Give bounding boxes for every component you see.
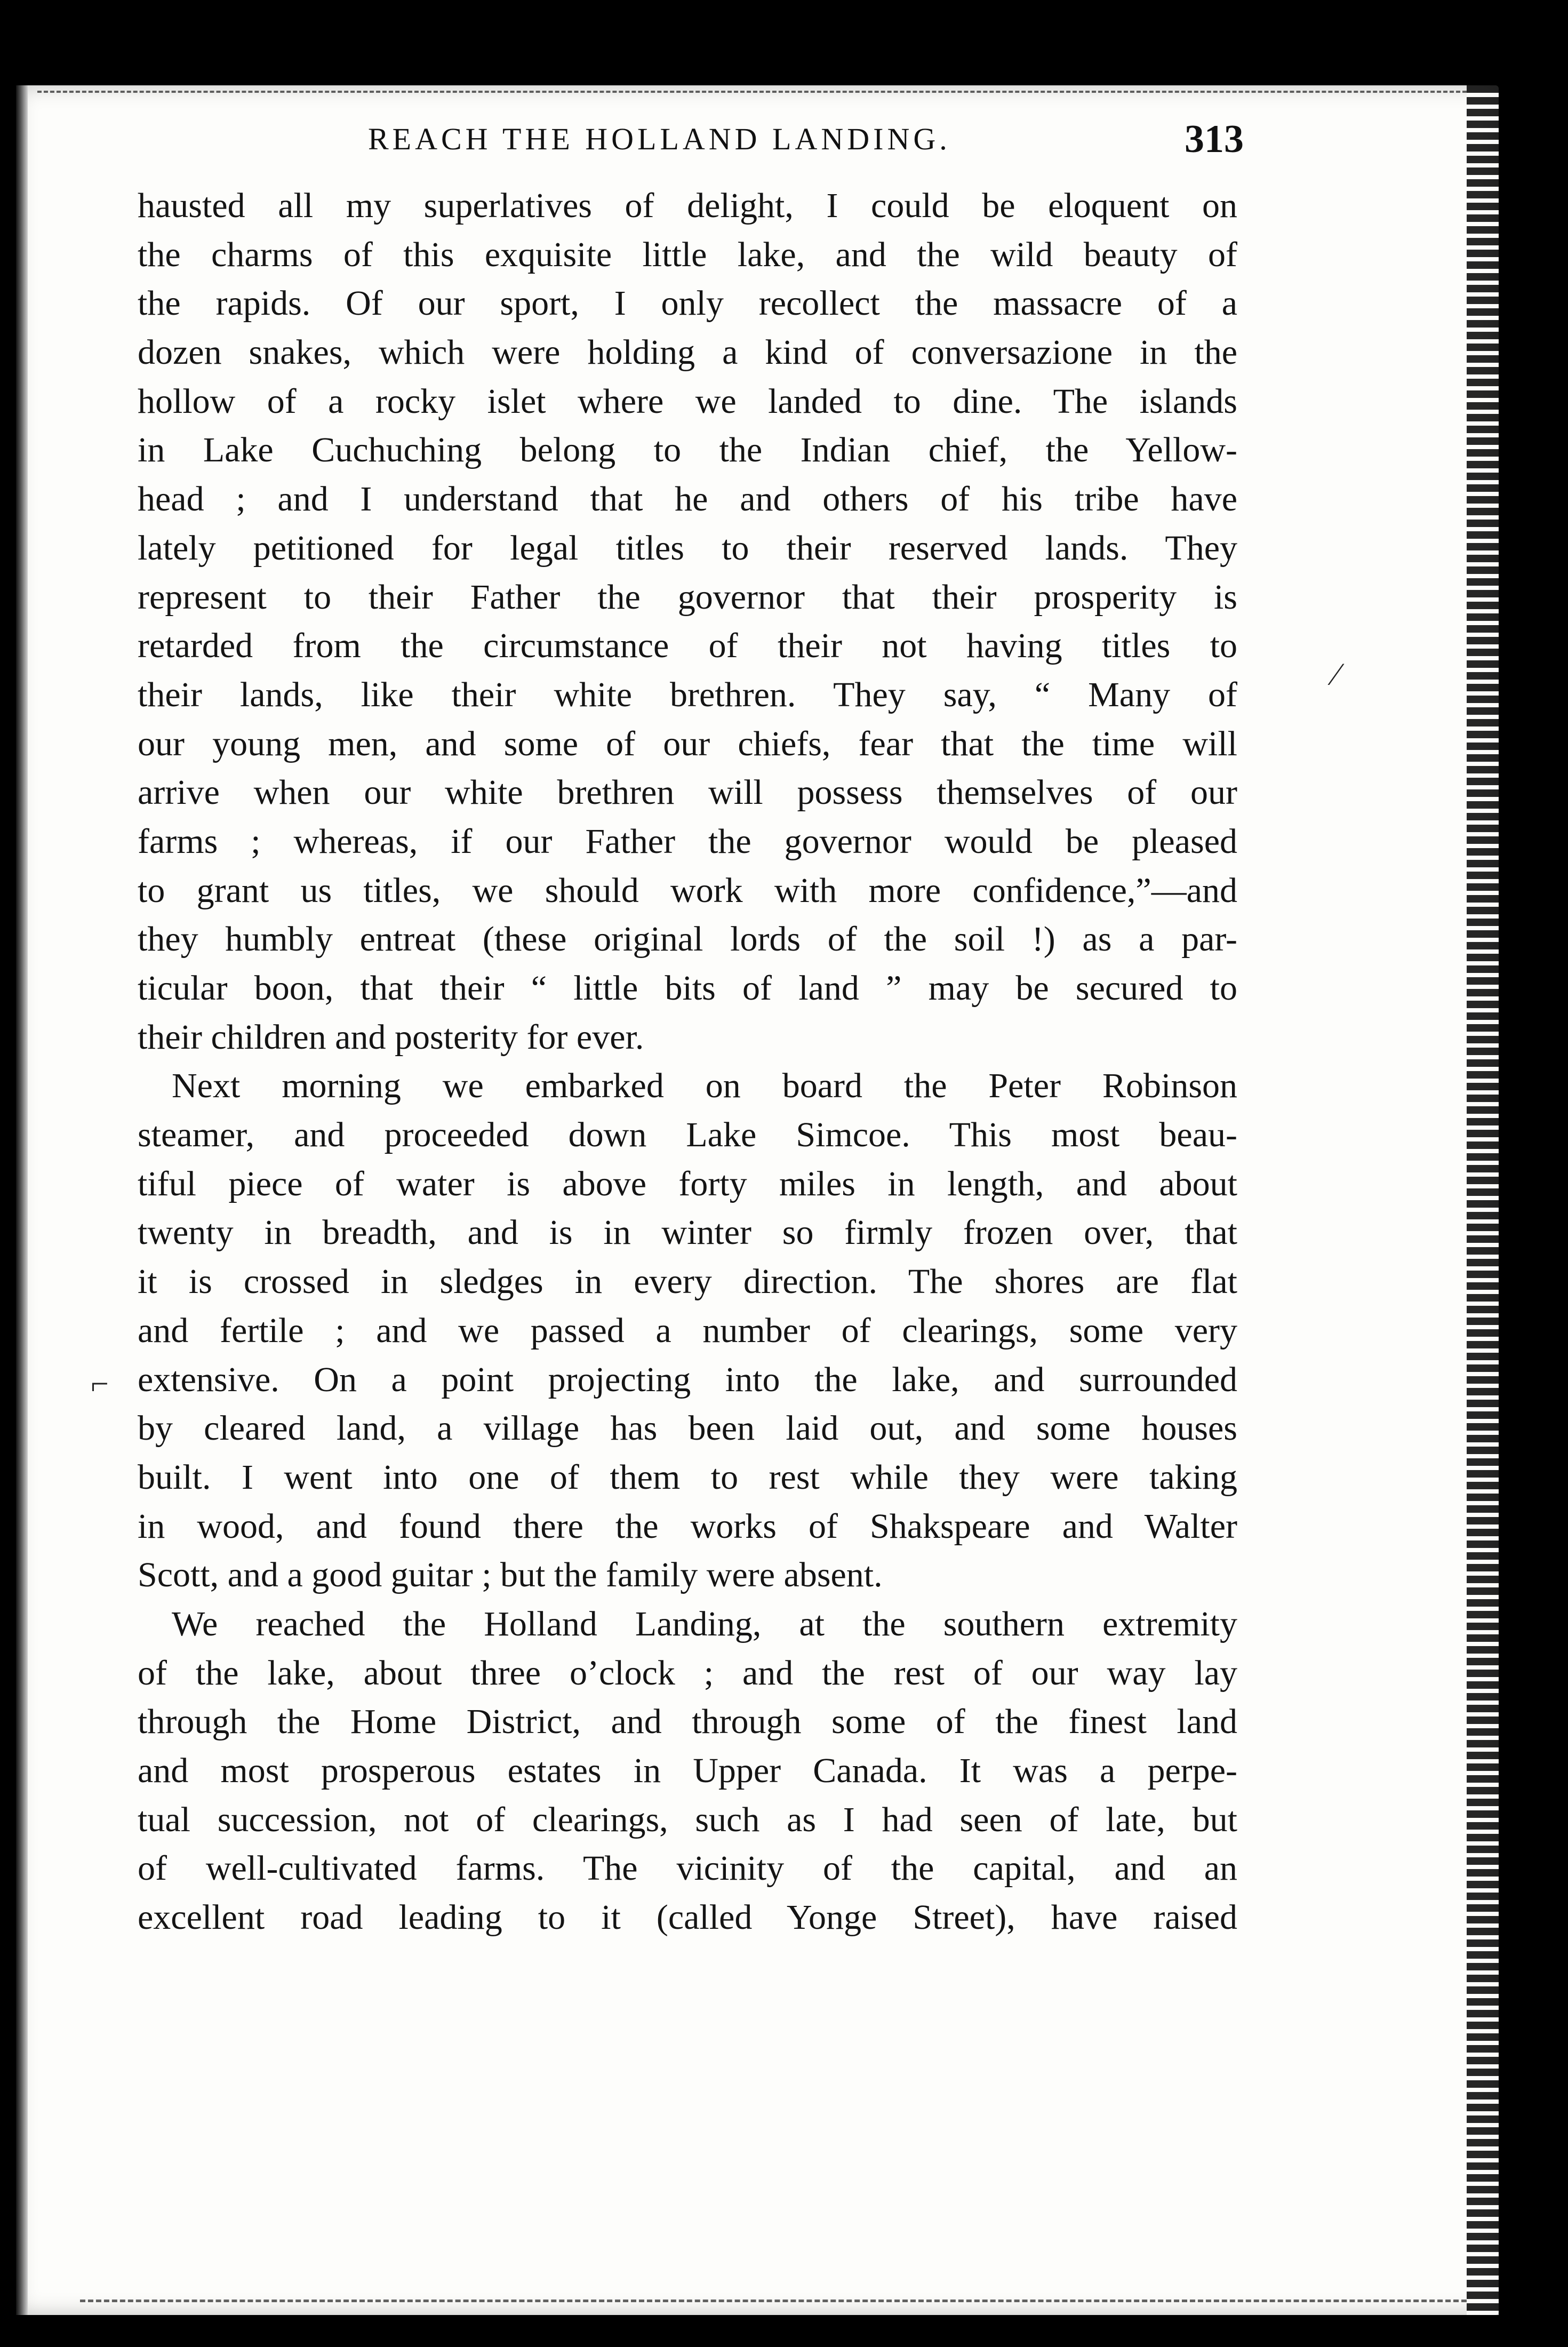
text-line: head ; and I understand that he and others of his tribe have [138, 480, 1237, 519]
page-right-edge [1467, 85, 1499, 2315]
page-left-edge [16, 85, 28, 2315]
text-line: built. I went into one of them to rest while they were taking [138, 1457, 1237, 1497]
text-line: tiful piece of water is above forty miles in length, and about [138, 1164, 1237, 1203]
text-line: it is crossed in sledges in every direction. The shores are flat [138, 1262, 1237, 1302]
text-line: tual succession, not of clearings, such as I had seen of late, but [138, 1800, 1237, 1839]
text-line: dozen snakes, which were holding a kind of conversazione in the [138, 333, 1237, 372]
text-line: represent to their Father the governor that their prosperity is [138, 577, 1237, 617]
text-line: through the Home District, and through some of the finest land [138, 1702, 1237, 1742]
text-line: hollow of a rocky islet where we landed to dine. The islands [138, 381, 1237, 421]
text-line: they humbly entreat (these original lords of the soil !) as a par- [138, 920, 1237, 959]
text-line: our young men, and some of our chiefs, fear that the time will [138, 724, 1237, 763]
text-line: to grant us titles, we should work with more confidence,”—and [138, 871, 1237, 910]
page-top-edge [37, 91, 1467, 97]
text-line: by cleared land, a village has been laid out, and some houses [138, 1409, 1237, 1448]
text-line: We reached the Holland Landing, at the southern extremity [172, 1604, 1237, 1643]
page-bottom-edge [80, 2295, 1467, 2302]
text-line: their children and posterity for ever. [138, 1017, 644, 1057]
text-line: the rapids. Of our sport, I only recollect the massacre of a [138, 284, 1237, 323]
text-line: the charms of this exquisite little lake, and the wild beauty of [138, 235, 1237, 274]
running-head [128, 110, 1244, 169]
text-line: hausted all my superlatives of delight, I could be eloquent on [138, 186, 1237, 225]
text-line: twenty in breadth, and is in winter so firmly frozen over, that [138, 1213, 1237, 1252]
text-line: and most prosperous estates in Upper Canada. It was a perpe- [138, 1751, 1237, 1790]
text-line: steamer, and proceeded down Lake Simcoe. This most beau- [138, 1115, 1237, 1155]
text-line: lately petitioned for legal titles to their reserved lands. They [138, 528, 1237, 568]
text-line: of well-cultivated farms. The vicinity of the capital, and an [138, 1849, 1237, 1888]
running-title: REACH THE HOLLAND LANDING. [368, 122, 951, 156]
text-line: in wood, and found there the works of Shakspeare and Walter [138, 1506, 1237, 1546]
body-text [138, 181, 1237, 1942]
text-line: ticular boon, that their “ little bits of land ” may be secured to [138, 969, 1237, 1008]
text-line: and fertile ; and we passed a number of clearings, some very [138, 1311, 1237, 1350]
text-line: arrive when our white brethren will possess themselves of our [138, 773, 1237, 812]
text-line: Scott, and a good guitar ; but the family were absent. [138, 1555, 883, 1595]
text-line: of the lake, about three o’clock ; and the rest of our way lay [138, 1653, 1237, 1693]
text-line: retarded from the circumstance of their not having titles to [138, 626, 1237, 666]
text-line: their lands, like their white brethren. They say, “ Many of [138, 675, 1237, 714]
margin-mark: ⁄ [1333, 657, 1339, 692]
text-line: in Lake Cuchuching belong to the Indian chief, the Yellow- [138, 430, 1237, 470]
text-line: excellent road leading to it (called Yonge Street), have raised [138, 1898, 1237, 1937]
text-line: extensive. On a point projecting into the lake, and surrounded [138, 1360, 1237, 1399]
text-line: Next morning we embarked on board the Peter Robinson [172, 1066, 1237, 1106]
page-number: 313 [1185, 117, 1244, 161]
margin-mark: ⌐ [91, 1366, 109, 1401]
text-line: farms ; whereas, if our Father the governor would be pleased [138, 821, 1237, 861]
